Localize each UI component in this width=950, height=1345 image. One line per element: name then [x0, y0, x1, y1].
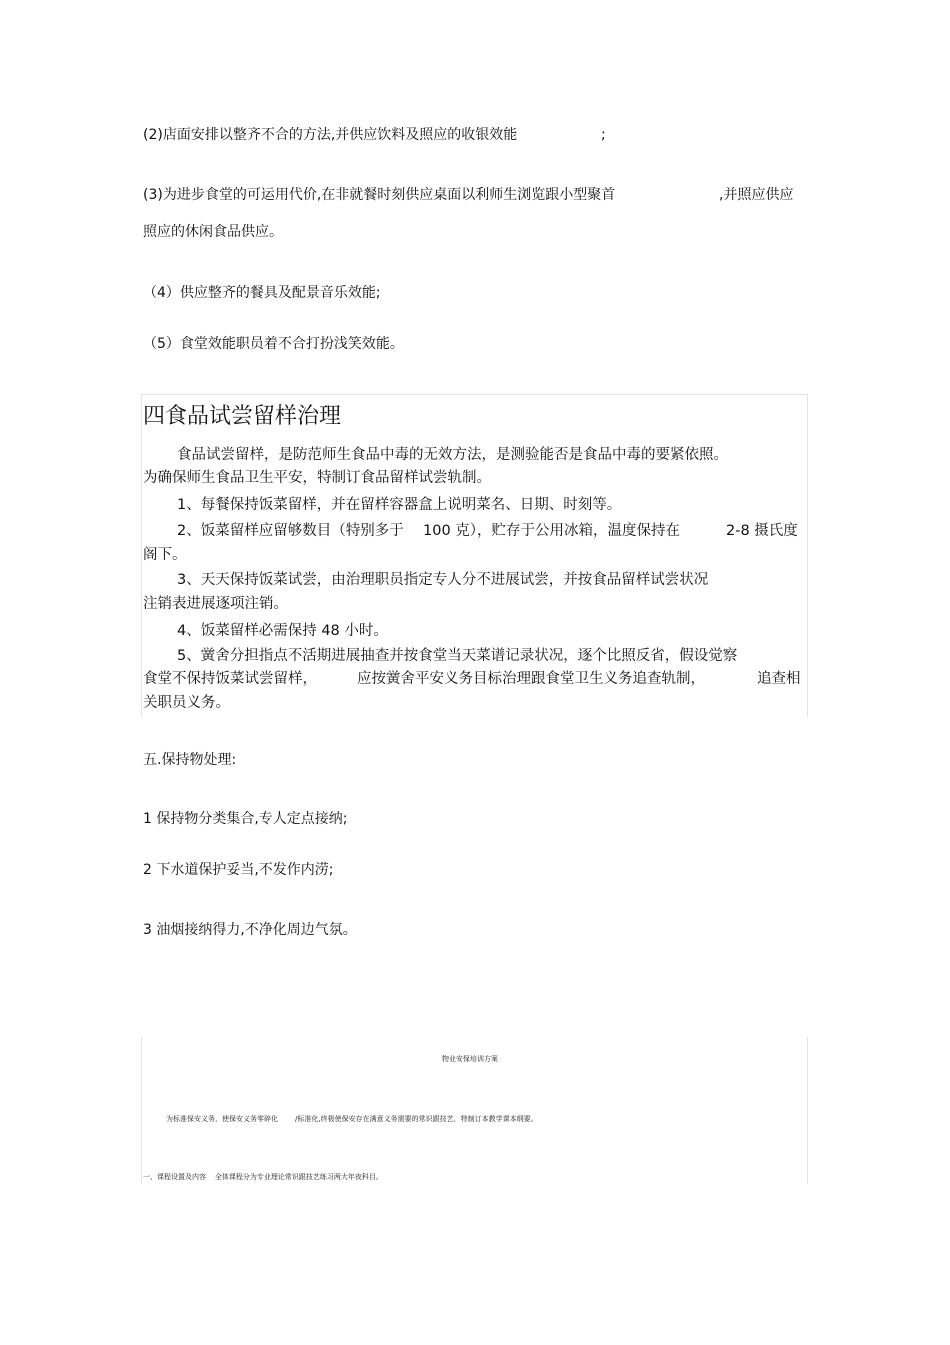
- section-5-title: 五.保持物处理:: [143, 752, 237, 768]
- section-4-item-3-b: 注销表进展逐项注销。: [143, 596, 288, 612]
- section-4-item-3: 3、天天保持饭菜试尝，由治理职员指定专人分不进展试尝，并按食品留样试尝状况: [177, 572, 709, 588]
- section-5-item-1: 1 保持物分类集合,专人定点接纳;: [143, 811, 348, 827]
- section-4-item-2-b: 100 克），贮存于公用冰箱，温度保持在: [423, 523, 681, 539]
- item-4-text: （4）供应整齐的餐具及配景音乐效能;: [143, 285, 381, 301]
- section-4-item-5-b: 食堂不保持饭菜试尝留样，: [143, 671, 317, 687]
- section-4-intro-2: 为确保师生食品卫生平安，特制订食品留样试尝轨制。: [143, 470, 491, 486]
- item-2-end: ;: [601, 127, 606, 143]
- item-5-text: （5）食堂效能职员着不合打扮浅笑效能。: [143, 336, 404, 352]
- section-4-item-2-d: 阁下。: [143, 547, 187, 563]
- section-4-item-5-e: 关职员义务。: [143, 695, 230, 711]
- section-4-item-5-d: 追查相: [757, 671, 801, 687]
- section-4-item-5: 5、黉舍分担指点不活期进展抽查并按食堂当天菜谱记录状况，逐个比照反省，假设觉察: [177, 648, 738, 664]
- section-4-intro: 食品试尝留样，是防范师生食品中毒的无效方法，是测验能否是食品中毒的要紧依照。: [177, 447, 728, 463]
- next-page-title: 物业安保培训方案: [442, 1055, 498, 1063]
- section-5-item-3: 3 油烟接纳得力,不净化周边气氛。: [143, 922, 357, 938]
- section-4-item-1: 1、每餐保持饭菜留样，并在留样容器盒上说明菜名、日期、时刻等。: [177, 497, 622, 513]
- item-3-text: (3)为进步食堂的可运用代价,在非就餐时刻供应桌面以利师生浏览跟小型聚首: [143, 187, 616, 203]
- item-3-continuation: 照应的休闲食品供应。: [143, 224, 283, 240]
- section-5-item-2: 2 下水道保护妥当,不发作内涝;: [143, 862, 334, 878]
- next-page-intro: 为标准保安义务，使保安义务零碎化: [166, 1115, 278, 1123]
- section-4-item-2-c: 2-8 摄氏度: [726, 523, 798, 539]
- next-page-intro-2: /标准化,终极使保安存在满意义务需要的常识跟技艺，特制订本教学课本纲要。: [295, 1115, 538, 1123]
- next-page-line-1: 一、课程设置及内容 全体课程分为专业理论常识跟技艺练习两大年夜科目。: [143, 1173, 383, 1181]
- section-4-item-2: 2、饭菜留样应留够数目（特别多于: [177, 523, 404, 539]
- section-4-frame: [141, 394, 808, 717]
- section-4-item-5-c: 应按黉舍平安义务目标治理跟食堂卫生义务追查轨制，: [357, 671, 705, 687]
- item-2-text: (2)店面安排以整齐不合的方法,并供应饮料及照应的收银效能: [143, 127, 518, 143]
- section-4-item-4: 4、饭菜留样必需保持 48 小时。: [177, 623, 388, 639]
- section-4-title: 四食品试尝留样治理: [143, 404, 342, 429]
- item-3-tail: ,并照应供应: [719, 187, 794, 203]
